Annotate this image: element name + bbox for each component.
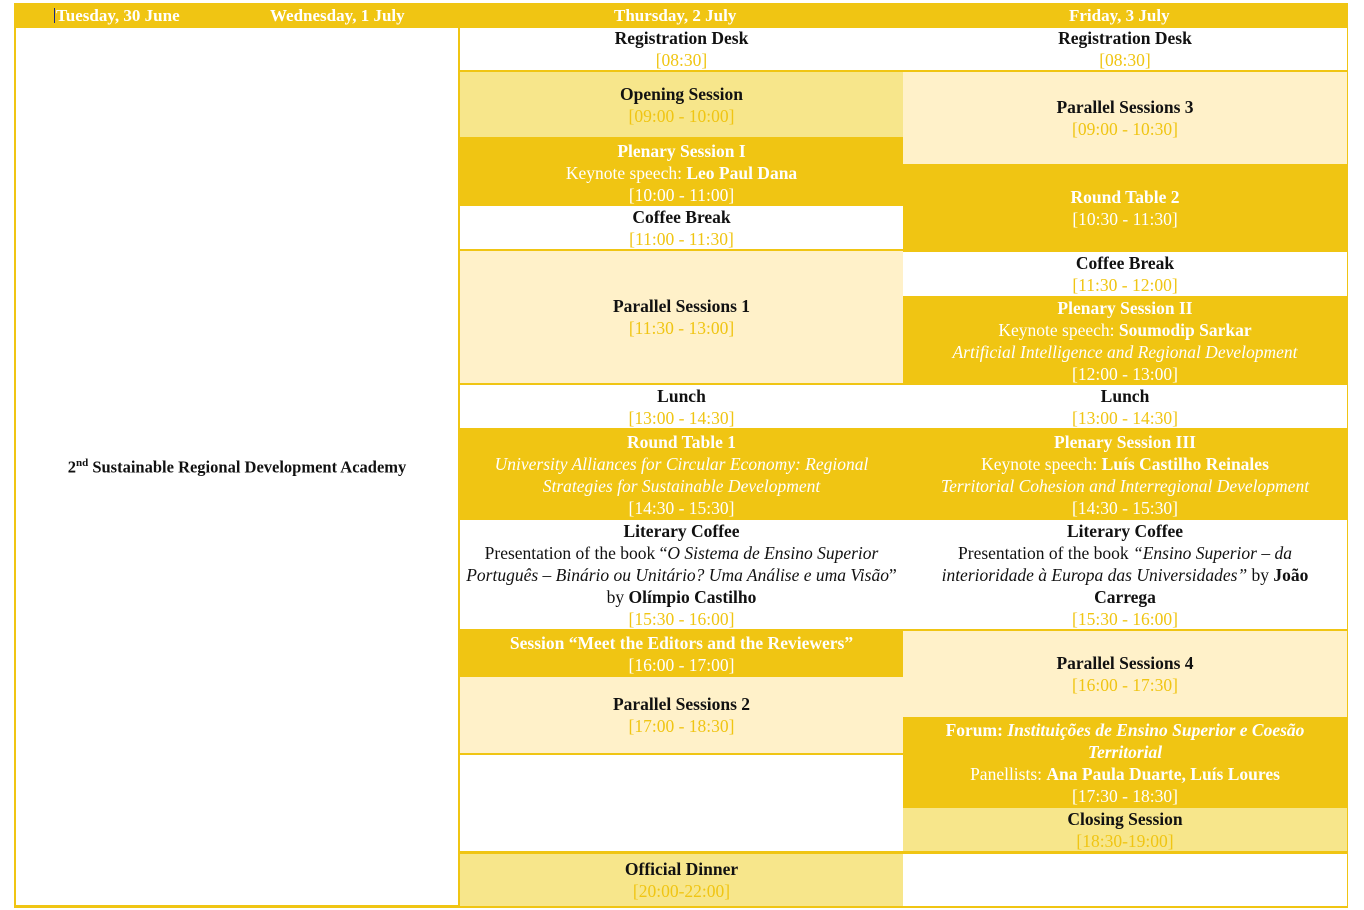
fri-coffee-break: Coffee Break [11:30 - 12:00]	[903, 252, 1347, 296]
thu-coffee-break: Coffee Break [11:00 - 11:30]	[460, 206, 903, 251]
fri-parallel-sessions-3: Parallel Sessions 3 [09:00 - 10:30]	[903, 72, 1347, 164]
fri-closing-session: Closing Session [18:30-19:00]	[903, 808, 1347, 854]
fri-literary-coffee: Literary Coffee Presentation of the book “Ensino Superior – da interioridade à Europa das Universidades” by João Carrega [15:30 - 16:00]	[903, 520, 1347, 631]
academy-title: 2nd Sustainable Regional Development Academy	[67, 456, 407, 477]
thu-lunch: Lunch [13:00 - 14:30]	[460, 385, 903, 430]
thu-registration-desk: Registration Desk [08:30]	[460, 28, 903, 72]
fri-plenary-session-3: Plenary Session III Keynote speech: Luís Castilho Reinales Territorial Cohesion and Interregional Development [14:30 - 15:30]	[903, 430, 1347, 520]
fri-forum: Forum: Instituições de Ensino Superior e Coesão Territorial Panellists: Ana Paula Duarte, Luís Loures [17:30 - 18:30]	[903, 717, 1347, 808]
fri-empty-slot	[903, 854, 1347, 906]
thu-parallel-sessions-1: Parallel Sessions 1 [11:30 - 13:00]	[460, 251, 903, 385]
fri-lunch: Lunch [13:00 - 14:30]	[903, 385, 1347, 430]
thu-literary-coffee: Literary Coffee Presentation of the book “O Sistema de Ensino Superior Português – Binário ou Unitário? Uma Análise e uma Visão” by Olímpio Castilho [15:30 - 16:00]	[460, 520, 903, 631]
thu-empty-slot	[460, 755, 903, 854]
fri-parallel-sessions-4: Parallel Sessions 4 [16:00 - 17:30]	[903, 631, 1347, 717]
header-day-tuesday: Tuesday, 30 June	[56, 6, 180, 25]
thu-round-table-1: Round Table 1 University Alliances for Circular Economy: Regional Strategies for Sustainable Development [14:30 - 15:30]	[460, 430, 903, 520]
thu-official-dinner: Official Dinner [20:00-22:00]	[460, 854, 903, 906]
header-day-thursday: Thursday, 2 July	[614, 6, 737, 25]
header-day-friday: Friday, 3 July	[1069, 6, 1170, 25]
fri-round-table-2: Round Table 2 [10:30 - 11:30]	[903, 164, 1347, 252]
academy-title-cell	[16, 28, 458, 906]
header-day-wednesday: Wednesday, 1 July	[270, 6, 405, 25]
thu-parallel-sessions-2: Parallel Sessions 2 [17:00 - 18:30]	[460, 677, 903, 755]
fri-registration-desk: Registration Desk [08:30]	[903, 28, 1347, 72]
thu-opening-session: Opening Session [09:00 - 10:00]	[460, 72, 903, 139]
thu-plenary-session-1: Plenary Session I Keynote speech: Leo Paul Dana [10:00 - 11:00]	[460, 139, 903, 206]
thu-meet-the-editors: Session “Meet the Editors and the Reviewers” [16:00 - 17:00]	[460, 631, 903, 677]
fri-plenary-session-2: Plenary Session II Keynote speech: Soumodip Sarkar Artificial Intelligence and Regional Development [12:00 - 13:00]	[903, 296, 1347, 385]
